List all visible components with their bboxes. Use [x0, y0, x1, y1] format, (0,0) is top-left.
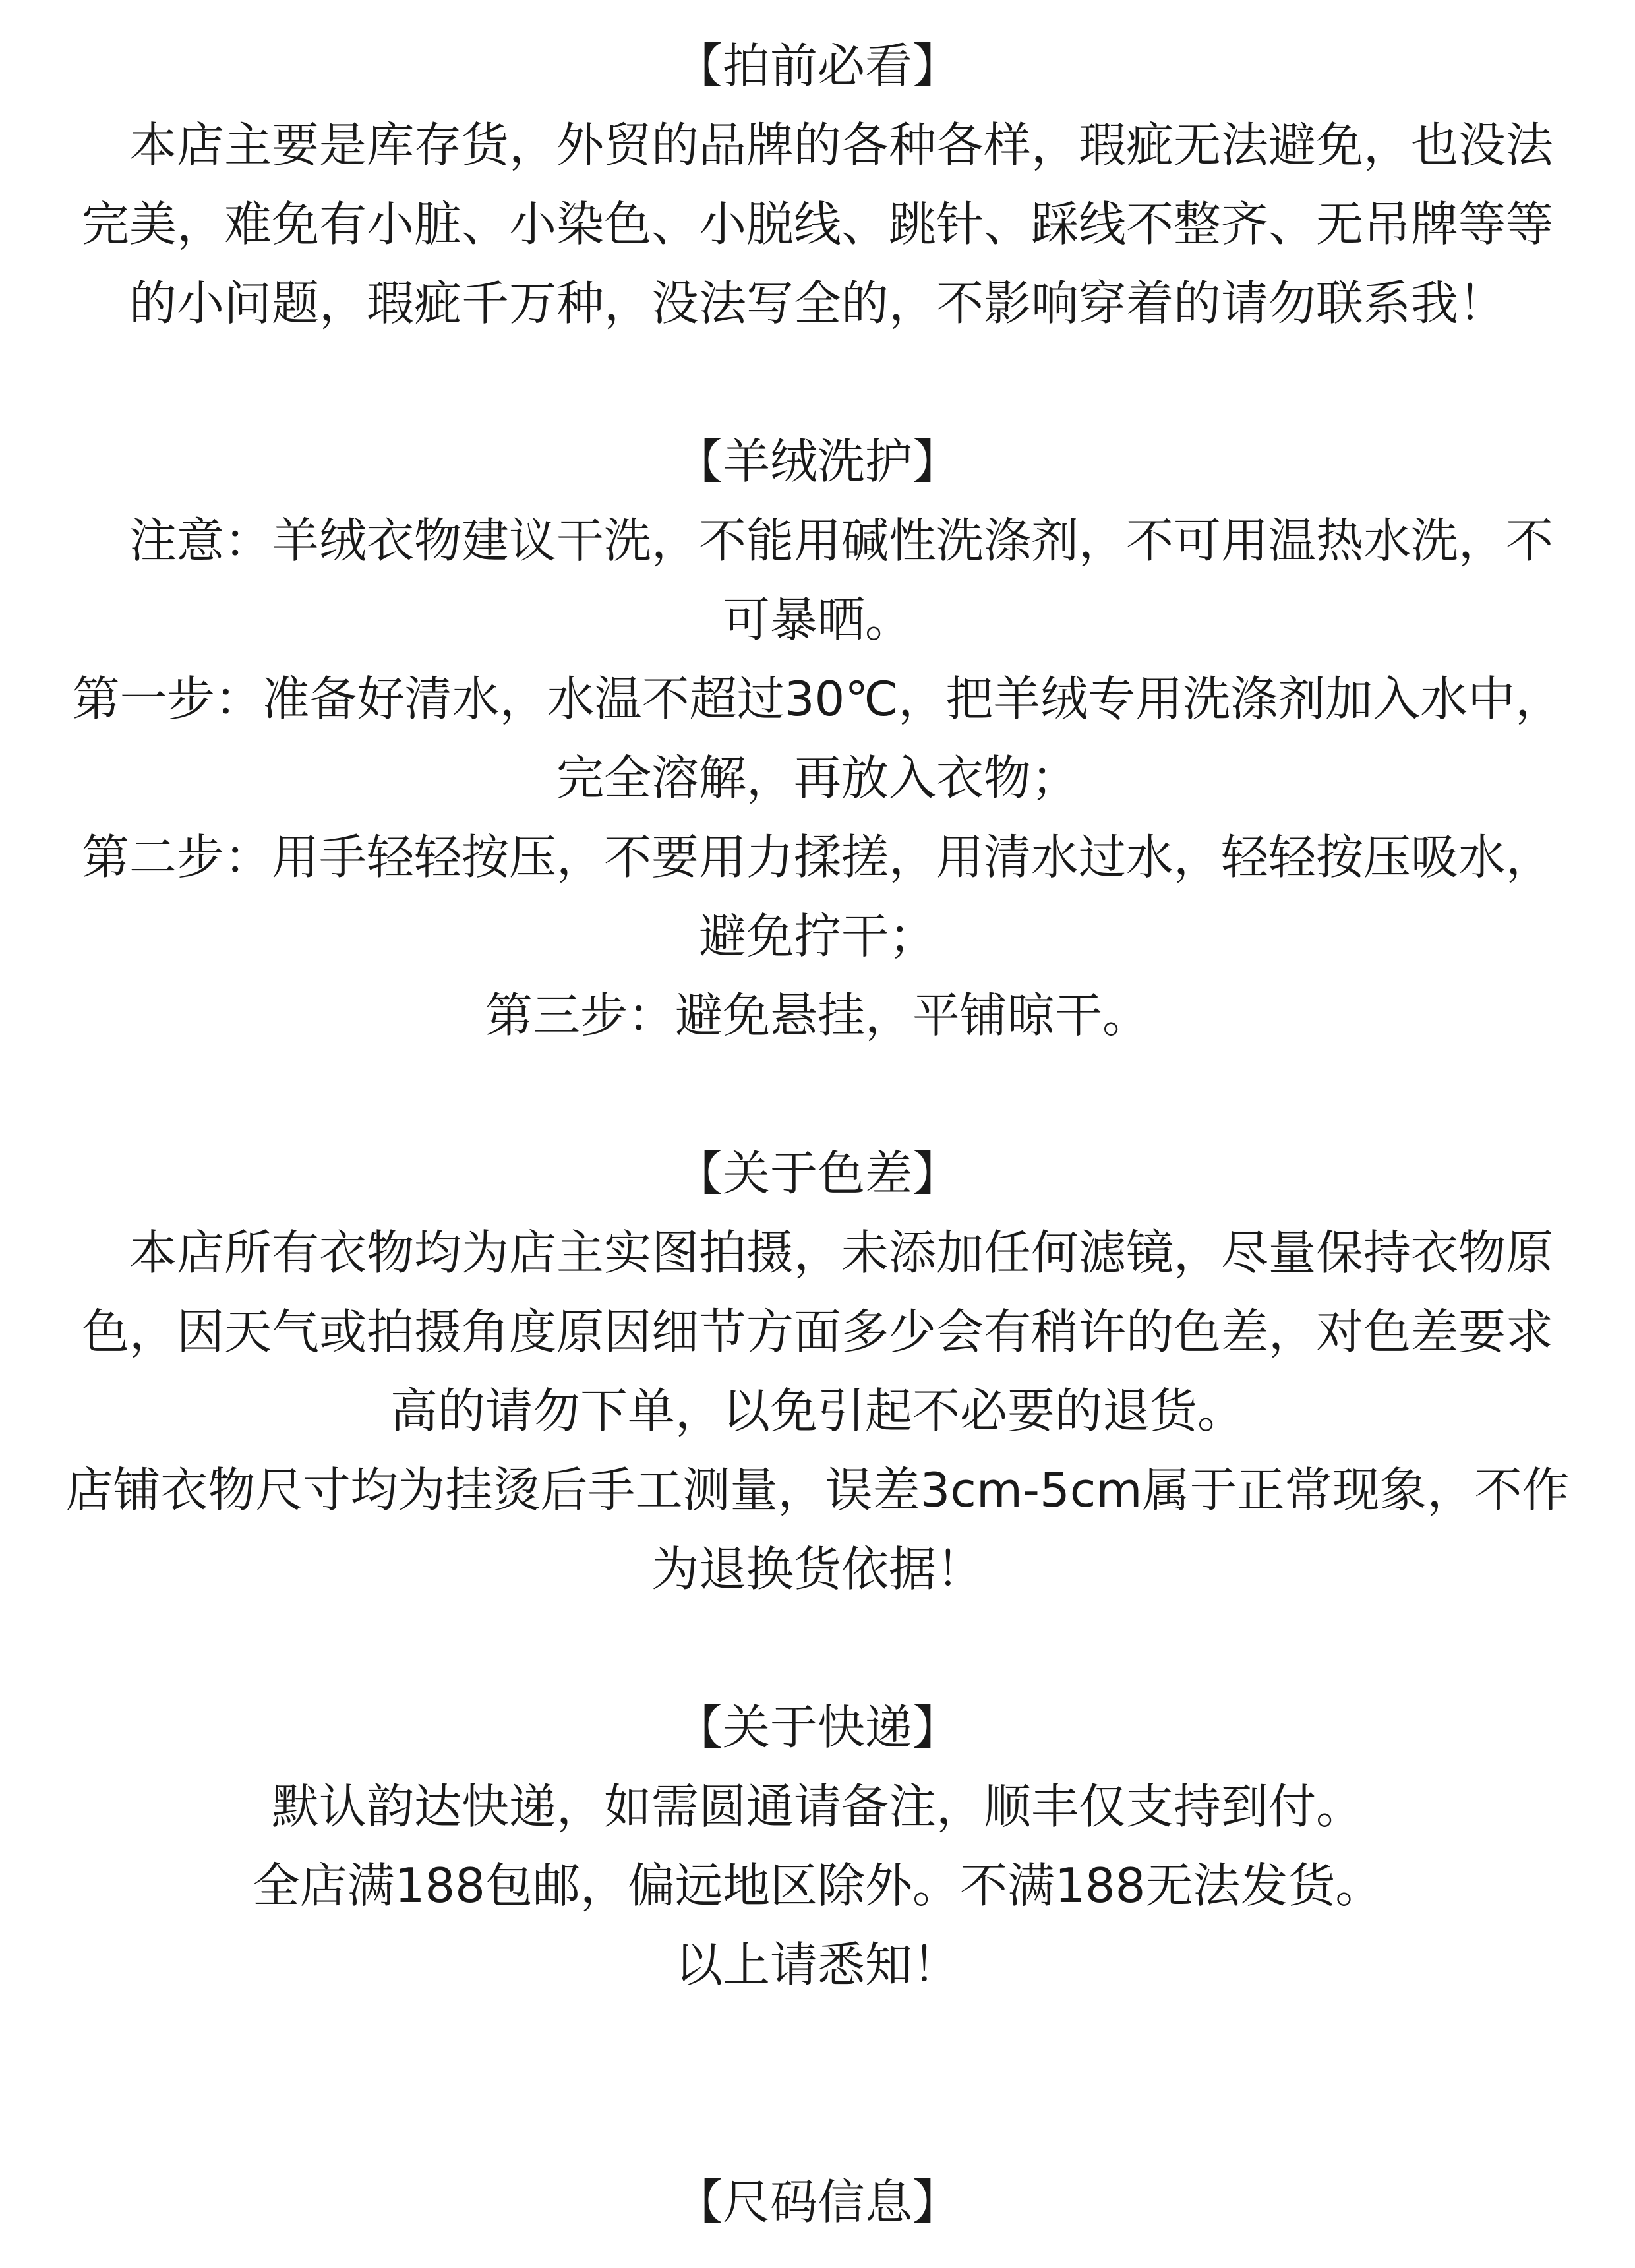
section-heading-shipping: 【关于快递】	[674, 1700, 960, 1755]
paragraph-line: 为退换货依据！	[651, 1541, 984, 1597]
paragraph-line: 本店所有衣物均为店主实图拍摄，未添加任何滤镜，尽量保持衣物原	[81, 1225, 1553, 1280]
paragraph-line: 的小问题，瑕疵千万种，没法写全的，不影响穿着的请勿联系我！	[129, 276, 1506, 331]
paragraph-line: 第二步：用手轻轻按压，不要用力揉搓，用清水过水，轻轻按压吸水，	[81, 829, 1553, 885]
paragraph-line: 店铺衣物尺寸均为挂烫后手工测量，误差3cm-5cm属于正常现象，不作	[65, 1462, 1570, 1518]
paragraph-line: 全店满188包邮，偏远地区除外。不满188无法发货。	[252, 1858, 1383, 1913]
paragraph-line: 避免拧干；	[698, 909, 936, 964]
paragraph-line: 第一步：准备好清水，水温不超过30℃，把羊绒专用洗涤剂加入水中，	[72, 671, 1563, 727]
paragraph-line: 色，因天气或拍摄角度原因细节方面多少会有稍许的色差，对色差要求	[81, 1304, 1553, 1359]
paragraph-line: 第三步：避免悬挂，平铺晾干。	[485, 988, 1150, 1043]
paragraph-line: 本店主要是库存货，外贸的品牌的各种各样，瑕疵无法避免，也没法	[81, 117, 1553, 173]
section-heading-cashmere-care: 【羊绒洗护】	[674, 434, 960, 489]
paragraph-line: 默认韵达快递，如需圆通请备注，顺丰仅支持到付。	[271, 1779, 1363, 1834]
paragraph-line: 高的请勿下单，以免引起不必要的退货。	[390, 1383, 1245, 1439]
paragraph-line: 可暴晒。	[722, 592, 912, 647]
section-heading-color-difference: 【关于色差】	[674, 1146, 960, 1201]
section-heading-size-info: 【尺码信息】	[674, 2174, 960, 2230]
paragraph-line: 以上请悉知！	[674, 1937, 960, 1992]
paragraph-line: 完美，难免有小脏、小染色、小脱线、跳针、踩线不整齐、无吊牌等等	[81, 196, 1553, 252]
paragraph-line: 完全溶解，再放入衣物；	[556, 750, 1079, 806]
section-heading-before-shooting: 【拍前必看】	[674, 38, 960, 94]
paragraph-line: 注意：羊绒衣物建议干洗，不能用碱性洗涤剂，不可用温热水洗，不	[81, 513, 1553, 568]
